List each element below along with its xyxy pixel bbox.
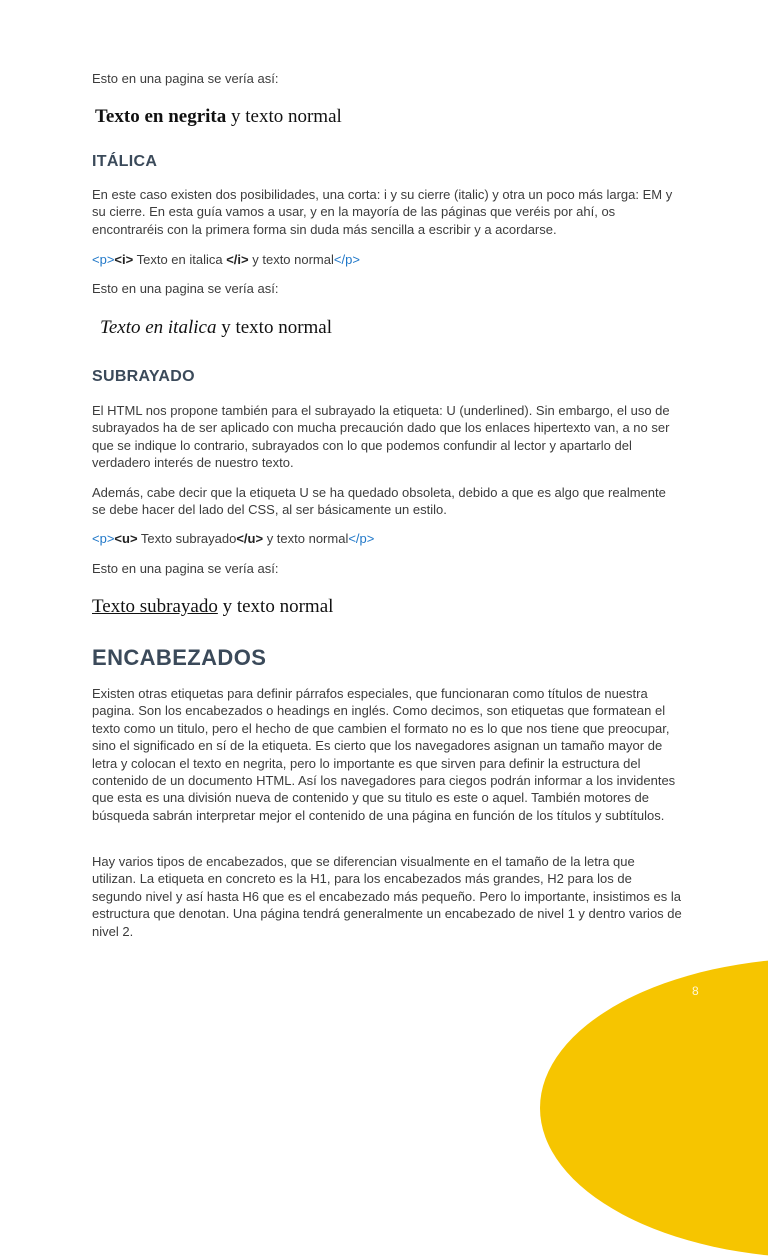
code-p-open: <p> [92, 531, 115, 546]
italic-demo-normal: y texto normal [216, 317, 333, 338]
decorative-yellow-shape [540, 958, 768, 1258]
code-tag-open: <i> [114, 252, 134, 267]
page-number: 8 [692, 984, 699, 998]
intro-text: Esto en una pagina se vería así: [92, 71, 279, 86]
underline-demo-styled: Texto subrayado [92, 596, 218, 617]
encabezados-paragraph-1: Existen otras etiquetas para definir párrafos especiales, que funcionaran como títulos de nuestra pagina. Son los encabezados o headings en inglés. Como decimos, son etiquetas que formatean el texto como un titulo, pero el hecho de que cambien el formato no es lo que nos tiene que preocupar, sino el significado en sí de la etiqueta. Es cierto que los navegadores asignan un tamaño mayor de letra y colocan el texto en negrita, pero lo importante es que sirven para definir la estructura del contenido de un documento HTML. Así los navegadores para ciegos podrán informar a los invidentes que esta es una división nueva de contenido y que su titulo es este o aquel. También motores de búsqueda sabrán interpretar mejor el contenido de una página en función de los títulos y subtítulos. [92, 686, 676, 823]
code-tag-open: <u> [114, 531, 138, 546]
italica-code [92, 251, 682, 268]
code-p-close: </p> [333, 252, 360, 267]
encabezados-heading: ENCABEZADOS [92, 645, 267, 670]
code-text: Texto en italica [133, 252, 227, 267]
code-text: Texto subrayado [137, 531, 237, 546]
subrayado-paragraph-2: Además, cabe decir que la etiqueta U se ha quedado obsoleta, debido a que es algo que realmente se debe hacer del lado del CSS, al ser básicamente un estilo. [92, 485, 666, 518]
subrayado-heading: SUBRAYADO [92, 368, 195, 385]
italica-intro: Esto en una pagina se vería así: [92, 281, 279, 296]
bold-demo [95, 106, 342, 128]
code-tag-close: </u> [236, 531, 264, 546]
subrayado-code [92, 530, 682, 547]
underline-demo-normal: y texto normal [217, 596, 334, 617]
subrayado-intro: Esto en una pagina se vería así: [92, 561, 279, 576]
italica-heading: ITÁLICA [92, 153, 158, 170]
italic-demo-styled: Texto en italica [100, 317, 217, 338]
code-after: y texto normal [263, 531, 349, 546]
underline-demo [92, 596, 333, 618]
encabezados-paragraph-2: Hay varios tipos de encabezados, que se diferencian visualmente en el tamaño de la letra que utilizan. La etiqueta en concreto es la H1, para los encabezados más grandes, H2 para los de segundo nivel y así hasta H6 que es el encabezado más pequeño. Pero lo importante, insistimos es la estructura que denotan. Una página tendrá generalmente un encabezado de nivel 1 y dentro varios de nivel 2. [92, 854, 682, 939]
code-after: y texto normal [248, 252, 334, 267]
italic-demo [100, 317, 332, 339]
code-p-close: </p> [348, 531, 375, 546]
bold-demo-normal: y texto normal [226, 106, 342, 127]
code-tag-close: </i> [226, 252, 249, 267]
bold-demo-styled: Texto en negrita [95, 106, 227, 127]
italica-paragraph: En este caso existen dos posibilidades, una corta: i y su cierre (italic) y otra un poco más larga: EM y su cierre. En esta guía vamos a usar, y en la mayoría de las páginas que veréis por ahí, os encontraréis con la primera forma sin duda más sencilla a escribir y a acordarse. [92, 187, 673, 237]
subrayado-paragraph-1: El HTML nos propone también para el subrayado la etiqueta: U (underlined). Sin embargo, el uso de subrayados ha de ser aplicado con mucha precaución dado que los enlaces hipertexto van, a no ser que se indique lo contrario, subrayados con lo que podemos confundir al lector y apartarlo del verdadero interés de nuestro texto. [92, 403, 670, 471]
code-p-open: <p> [92, 252, 115, 267]
